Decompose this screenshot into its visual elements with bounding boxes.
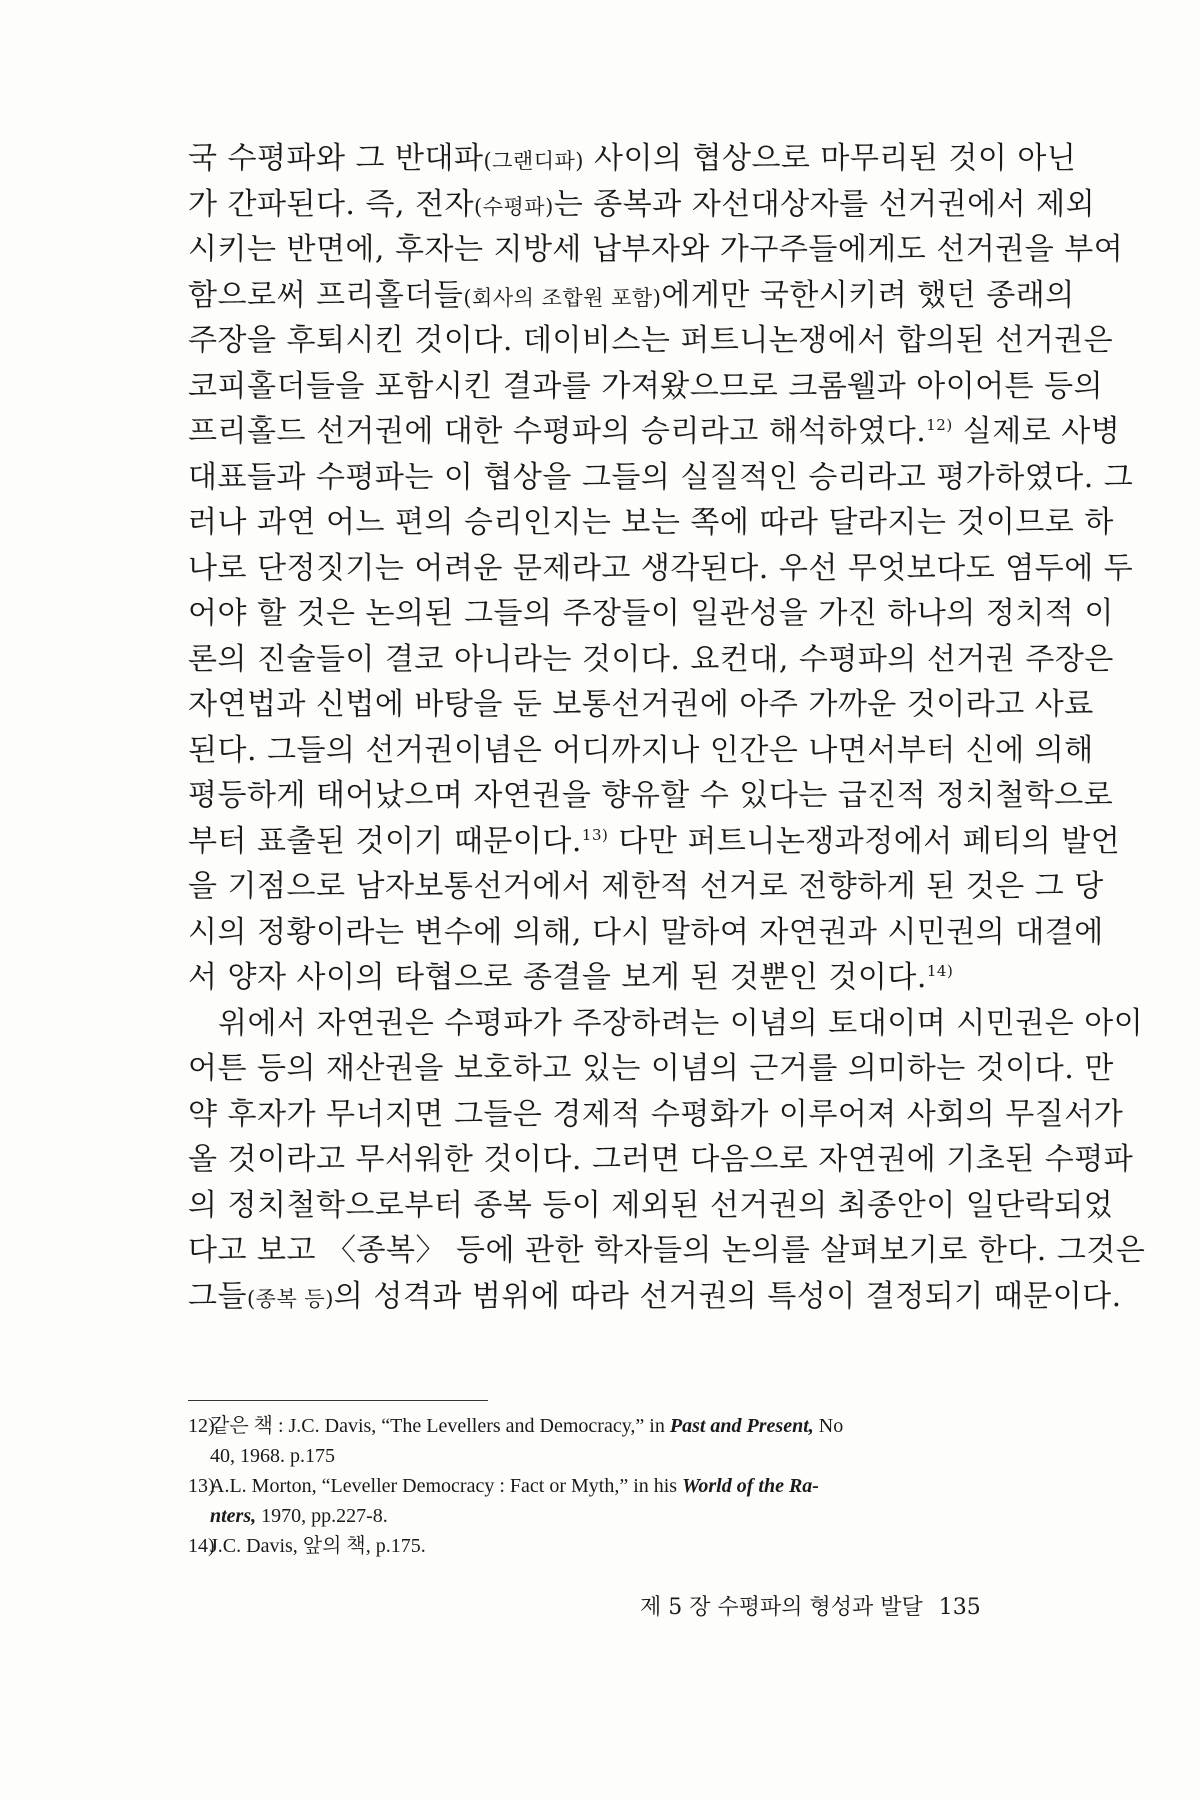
text-line: 시키는 반면에, 후자는 지방세 납부자와 가구주들에게도 선거권을 부여 [188, 232, 1124, 267]
body-text [188, 136, 1146, 1319]
text-line: 약 후자가 무너지면 그들은 경제적 수평화가 이루어져 사회의 무질서가 [188, 1096, 1124, 1132]
text-line: 위에서 자연권은 수평파가 주장하려는 이념의 토대이며 시민권은 아이 [218, 1005, 1144, 1041]
text-line: 올 것이라고 무서워한 것이다. 그러면 다음으로 자연권에 기초된 수평파 [188, 1142, 1134, 1177]
text-line: 어튼 등의 재산권을 보호하고 있는 이념의 근거를 의미하는 것이다. 만 [188, 1051, 1114, 1086]
footnote-marker: 14) [926, 962, 954, 980]
footnote-12-continued: 40, 1968. p.175 [210, 1445, 335, 1467]
paragraph-2 [188, 1001, 1146, 1320]
text-line: 주장을 후퇴시킨 것이다. 데이비스는 퍼트니논쟁에서 합의된 선거권은 [188, 323, 1114, 358]
text-line: 함으로써 프리홀더들(회사의 조합원 포함)에게만 국한시키려 했던 종래의 [188, 277, 1075, 313]
text-line: 프리홀드 선거권에 대한 수평파의 승리라고 해석하였다.$^{12)}$ 실제로 사병 [188, 414, 1121, 449]
text-line: 부터 표출된 것이기 때문이다.$^{13)}$ 다만 퍼트니논쟁과정에서 페티의 발언 [188, 823, 1121, 859]
footnote-marker: 13) [581, 825, 609, 844]
footnote-13: 13)A.L. Morton, “Leveller Democracy : Fact or Myth,” in his World of the Ra- [188, 1475, 819, 1497]
footnote-14: 14)J.C. Davis, 앞의 책, p.175. [188, 1535, 426, 1557]
footnote-12: 12)같은 책 : J.C. Davis, “The Levellers and Democracy,” in Past and Present, No [188, 1415, 844, 1437]
text-line: 대표들과 수평파는 이 협상을 그들의 실질적인 승리라고 평가하였다. 그 [188, 459, 1134, 495]
text-line: 어야 할 것은 논의된 그들의 주장들이 일관성을 가진 하나의 정치적 이 [188, 596, 1114, 631]
text-line: 다고 보고 〈종복〉 등에 관한 학자들의 논의를 살펴보기로 한다. 그것은 [188, 1233, 1146, 1268]
text-line: 을 기점으로 남자보통선거에서 제한적 선거로 전향하게 된 것은 그 당 [188, 869, 1104, 904]
text-line: 코피홀더들을 포함시킨 결과를 가져왔으므로 크롬웰과 아이어튼 등의 [188, 368, 1104, 404]
text-line: 시의 정황이라는 변수에 의해, 다시 말하여 자연권과 시민권의 대결에 [188, 914, 1104, 950]
paragraph-1 [188, 136, 1134, 1001]
footnotes [188, 1411, 1068, 1561]
text-line: 국 수평파와 그 반대파(그랜디파) 사이의 협상으로 마무리된 것이 아닌 [188, 141, 1077, 176]
text-line: 가 간파된다. 즉, 전자(수평파)는 종복과 자선대상자를 선거권에서 제외 [188, 186, 1096, 222]
text-line: 평등하게 태어났으며 자연권을 향유할 수 있다는 급진적 정치철학으로 [188, 778, 1114, 813]
chapter-title: 제 5 장 수평파의 형성과 발달 [640, 1595, 923, 1620]
footnote-13-continued: nters, 1970, pp.227-8. [210, 1505, 388, 1527]
text-line: 된다. 그들의 선거권이념은 어디까지나 인간은 나면서부터 신에 의해 [188, 732, 1094, 768]
text-line: 자연법과 신법에 바탕을 둔 보통선거권에 아주 가까운 것이라고 사료 [188, 687, 1094, 722]
page-number: 135 [938, 1595, 981, 1620]
text-line: 의 정치철학으로부터 종복 등이 제외된 선거권의 최종안이 일단락되었 [188, 1187, 1114, 1223]
text-line: 론의 진술들이 결코 아니라는 것이다. 요컨대, 수평파의 선거권 주장은 [188, 641, 1114, 677]
text-line: 러나 과연 어느 편의 승리인지는 보는 쪽에 따라 달라지는 것이므로 하 [188, 505, 1114, 540]
text-line: 서 양자 사이의 타협으로 종결을 보게 된 것뿐인 것이다.$^{14)}$ [188, 960, 954, 995]
footnote-marker: 12) [926, 416, 953, 434]
running-footer [640, 1593, 1060, 1623]
footnote-divider [188, 1400, 488, 1401]
text-line: 나로 단정짓기는 어려운 문제라고 생각된다. 우선 무엇보다도 염두에 두 [188, 550, 1134, 586]
text-line: 그들(종복 등)의 성격과 범위에 따라 선거권의 특성이 결정되기 때문이다. [188, 1278, 1122, 1314]
